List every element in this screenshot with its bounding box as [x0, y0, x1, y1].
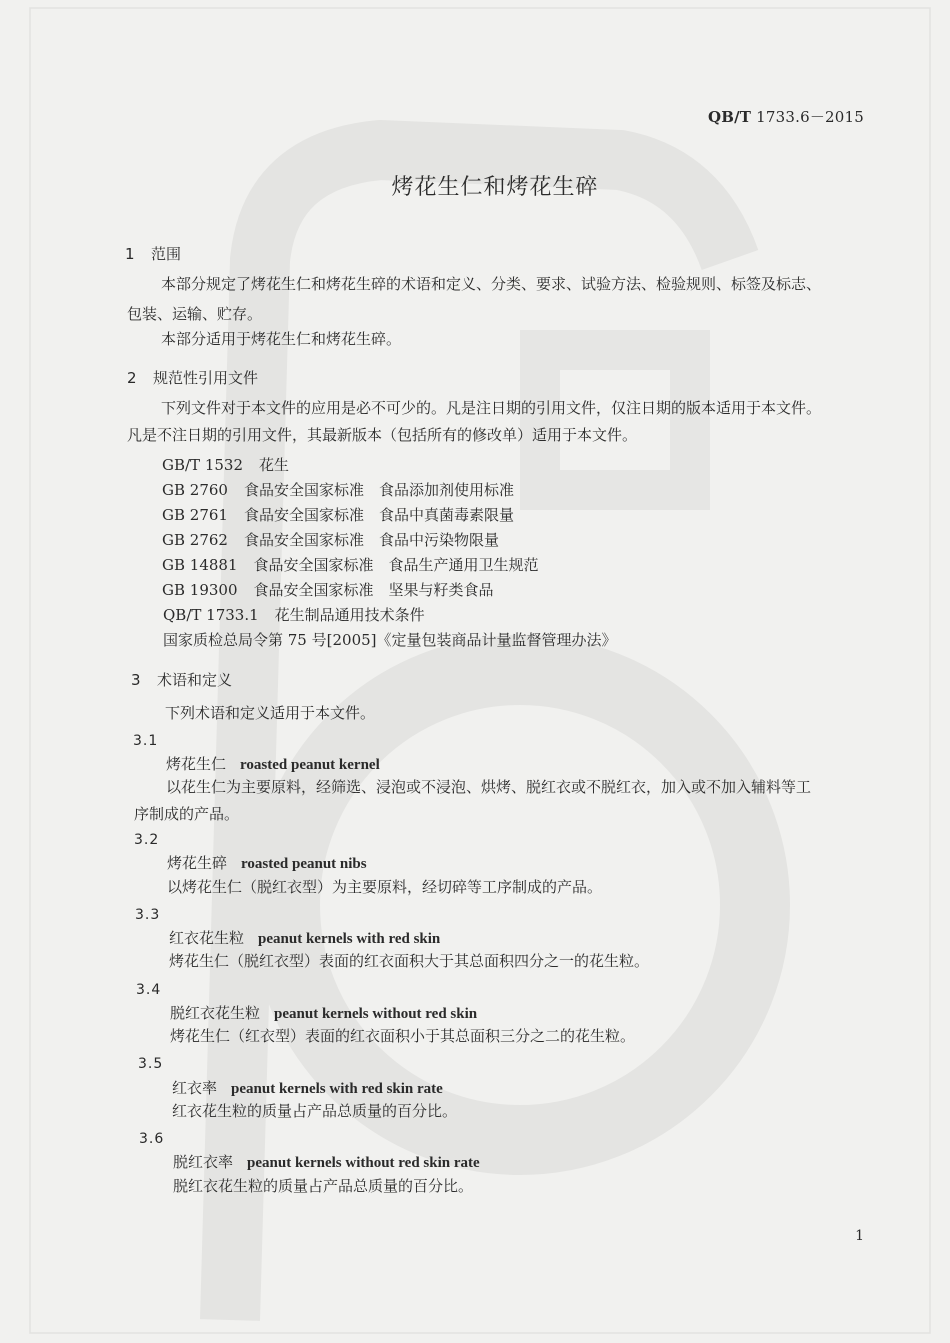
section-number: 3 — [131, 671, 141, 689]
standard-code — [708, 106, 864, 127]
term-definition: 以花生仁为主要原料，经筛选、浸泡或不浸泡、烘烤、脱红衣或不脱红衣，加入或不加入辅料等工 — [166, 778, 812, 796]
reference-code: GB 19300 — [162, 581, 238, 599]
term-heading — [172, 1078, 443, 1099]
term-heading — [167, 853, 367, 874]
term-english: roasted peanut nibs — [241, 856, 367, 872]
reference-regulation: 国家质检总局令第 75 号[2005]《定量包装商品计量监督管理办法》 — [163, 631, 617, 649]
reference-title: 食品安全国家标准 食品中污染物限量 — [243, 531, 499, 549]
paragraph-line: 下列术语和定义适用于本文件。 — [165, 704, 376, 722]
section-title: 术语和定义 — [157, 671, 233, 689]
term-heading — [169, 928, 440, 949]
paragraph-line: 凡是不注日期的引用文件，其最新版本（包括所有的修改单）适用于本文件。 — [127, 426, 638, 444]
term-definition: 以烤花生仁（脱红衣型）为主要原料，经切碎等工序制成的产品。 — [167, 878, 603, 896]
term-definition: 烤花生仁（脱红衣型）表面的红衣面积大于其总面积四分之一的花生粒。 — [169, 952, 650, 970]
paragraph-line: 本部分规定了烤花生仁和烤花生碎的术语和定义、分类、要求、试验方法、检验规则、标签及标志、 — [161, 275, 822, 293]
reference-title: 食品安全国家标准 食品中真菌毒素限量 — [243, 506, 514, 524]
reference-code: GB/T 1532 — [162, 456, 244, 474]
page-number: 1 — [855, 1228, 864, 1244]
paragraph-line: 包装、运输、贮存。 — [127, 305, 263, 323]
term-number: 3.4 — [136, 982, 162, 998]
reference-title: 食品安全国家标准 坚果与籽类食品 — [253, 581, 494, 599]
section-title: 范围 — [151, 245, 182, 263]
term-heading — [170, 1003, 477, 1024]
reference-item — [162, 555, 539, 575]
reference-item — [162, 580, 494, 600]
reference-item — [162, 480, 514, 500]
reference-title: 花生制品通用技术条件 — [274, 606, 425, 624]
reference-title: 花生 — [259, 456, 290, 474]
term-chinese: 红衣率 — [172, 1079, 218, 1097]
section-3-heading — [131, 670, 232, 690]
term-definition: 红衣花生粒的质量占产品总质量的百分比。 — [172, 1102, 458, 1120]
document-title: 烤花生仁和烤花生碎 — [391, 175, 599, 200]
term-definition: 序制成的产品。 — [134, 805, 240, 823]
standard-code-number: 1733.6－2015 — [756, 108, 864, 126]
term-chinese: 脱红衣花生粒 — [170, 1004, 261, 1022]
section-number: 2 — [127, 369, 137, 387]
term-english: peanut kernels without red skin — [274, 1006, 478, 1022]
term-chinese: 红衣花生粒 — [169, 929, 245, 947]
section-2-heading — [127, 368, 258, 388]
reference-code: GB 2760 — [162, 481, 228, 499]
paragraph-line: 下列文件对于本文件的应用是必不可少的。凡是注日期的引用文件，仅注日期的版本适用于本文件。 — [161, 399, 822, 417]
term-english: peanut kernels without red skin rate — [247, 1155, 480, 1171]
reference-code: GB 2762 — [162, 531, 228, 549]
reference-code: GB 2761 — [162, 506, 228, 524]
term-number: 3.6 — [139, 1131, 165, 1147]
term-number: 3.1 — [133, 733, 159, 749]
term-english: peanut kernels with red skin rate — [231, 1081, 443, 1097]
reference-code: QB/T 1733.1 — [163, 606, 259, 624]
term-chinese: 烤花生仁 — [166, 755, 227, 773]
section-title: 规范性引用文件 — [153, 369, 259, 387]
term-definition: 烤花生仁（红衣型）表面的红衣面积小于其总面积三分之二的花生粒。 — [170, 1027, 636, 1045]
term-number: 3.3 — [135, 907, 161, 923]
term-heading — [173, 1152, 480, 1173]
reference-code: GB 14881 — [162, 556, 238, 574]
reference-item — [162, 505, 514, 525]
term-english: peanut kernels with red skin — [258, 931, 441, 947]
term-chinese: 烤花生碎 — [167, 854, 228, 872]
reference-item — [163, 605, 425, 625]
term-number: 3.2 — [134, 832, 160, 848]
reference-title: 食品安全国家标准 食品生产通用卫生规范 — [253, 556, 539, 574]
term-definition: 脱红衣花生粒的质量占产品总质量的百分比。 — [173, 1177, 474, 1195]
reference-title: 食品安全国家标准 食品添加剂使用标准 — [243, 481, 514, 499]
term-chinese: 脱红衣率 — [173, 1153, 234, 1171]
term-heading — [166, 754, 380, 775]
standard-code-prefix: QB/T — [707, 108, 752, 126]
term-english: roasted peanut kernel — [240, 757, 380, 773]
term-number: 3.5 — [138, 1056, 164, 1072]
reference-item — [162, 530, 499, 550]
section-1-heading — [125, 244, 181, 264]
reference-item — [162, 455, 289, 475]
section-number: 1 — [125, 245, 135, 263]
paragraph-line: 本部分适用于烤花生仁和烤花生碎。 — [161, 330, 402, 348]
